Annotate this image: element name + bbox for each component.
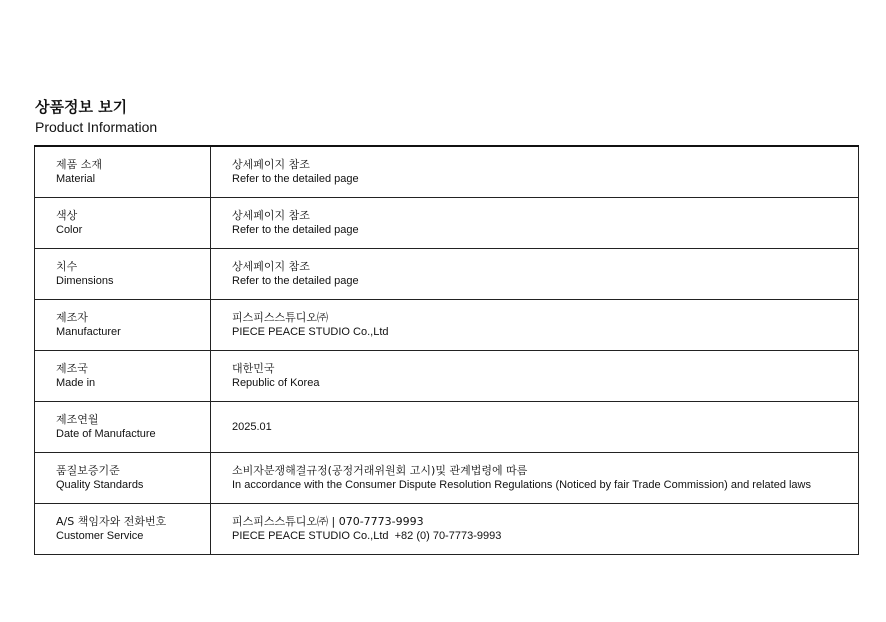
label-korean: 제조연월 <box>56 413 99 426</box>
heading-english: Product Information <box>35 119 158 135</box>
table-row-date-of-manufacture <box>35 402 859 453</box>
value-cell <box>211 249 859 300</box>
table-row-customer-service <box>35 504 859 555</box>
value-korean: 피스피스스튜디오㈜ | 070-7773-9993 <box>232 515 424 528</box>
table-row-color <box>35 198 859 249</box>
label-cell <box>35 249 211 300</box>
table-row-dimensions <box>35 249 859 300</box>
heading-korean: 상품정보 보기 <box>35 98 128 116</box>
value-korean: 소비자분쟁해결규정(공정거래위원회 고시)및 관계법령에 따름 <box>232 464 528 477</box>
value-korean: 상세페이지 참조 <box>232 260 310 273</box>
value-english: In accordance with the Consumer Dispute Resolution Regulations (Noticed by fair Trade Commission) and related laws <box>232 479 811 491</box>
value-english: PIECE PEACE STUDIO Co.,Ltd <box>232 326 389 338</box>
value-cell <box>211 300 859 351</box>
value-english: Republic of Korea <box>232 377 320 389</box>
label-english: Color <box>56 224 83 236</box>
label-english: Made in <box>56 377 96 389</box>
table-row-made-in <box>35 351 859 402</box>
label-korean: 제조국 <box>56 362 88 375</box>
label-english: Date of Manufacture <box>56 428 156 440</box>
label-english: Manufacturer <box>56 326 121 338</box>
value-english: Refer to the detailed page <box>232 224 359 236</box>
label-cell <box>35 351 211 402</box>
value-english: PIECE PEACE STUDIO Co.,Ltd +82 (0) 70-7773-9993 <box>232 530 502 542</box>
value-english: Refer to the detailed page <box>232 173 359 185</box>
value-english: Refer to the detailed page <box>232 275 359 287</box>
table-row-quality-standards <box>35 453 859 504</box>
value-korean: 상세페이지 참조 <box>232 158 310 171</box>
label-cell <box>35 402 211 453</box>
label-korean: 색상 <box>56 209 78 222</box>
value-cell <box>211 351 859 402</box>
label-korean: 제조자 <box>56 311 88 324</box>
label-korean: 품질보증기준 <box>56 464 120 477</box>
value-korean: 피스피스스튜디오㈜ <box>232 311 329 324</box>
label-english: Customer Service <box>56 530 144 542</box>
product-info-table <box>34 145 859 555</box>
label-cell <box>35 504 211 555</box>
value-date: 2025.01 <box>232 420 272 433</box>
label-english: Dimensions <box>56 275 114 287</box>
value-korean: 대한민국 <box>232 362 275 375</box>
table-row-manufacturer <box>35 300 859 351</box>
value-cell <box>211 198 859 249</box>
label-korean: 제품 소재 <box>56 158 103 171</box>
value-cell <box>211 504 859 555</box>
label-korean: 치수 <box>56 260 78 273</box>
label-korean: A/S 책임자와 전화번호 <box>56 515 167 528</box>
label-cell <box>35 198 211 249</box>
table-row-material <box>35 146 859 198</box>
value-cell <box>211 402 859 453</box>
value-cell <box>211 146 859 198</box>
label-cell <box>35 300 211 351</box>
value-korean: 상세페이지 참조 <box>232 209 310 222</box>
product-info-heading <box>35 98 157 136</box>
label-english: Material <box>56 173 96 185</box>
label-english: Quality Standards <box>56 479 144 491</box>
value-cell <box>211 453 859 504</box>
label-cell <box>35 146 211 198</box>
label-cell <box>35 453 211 504</box>
